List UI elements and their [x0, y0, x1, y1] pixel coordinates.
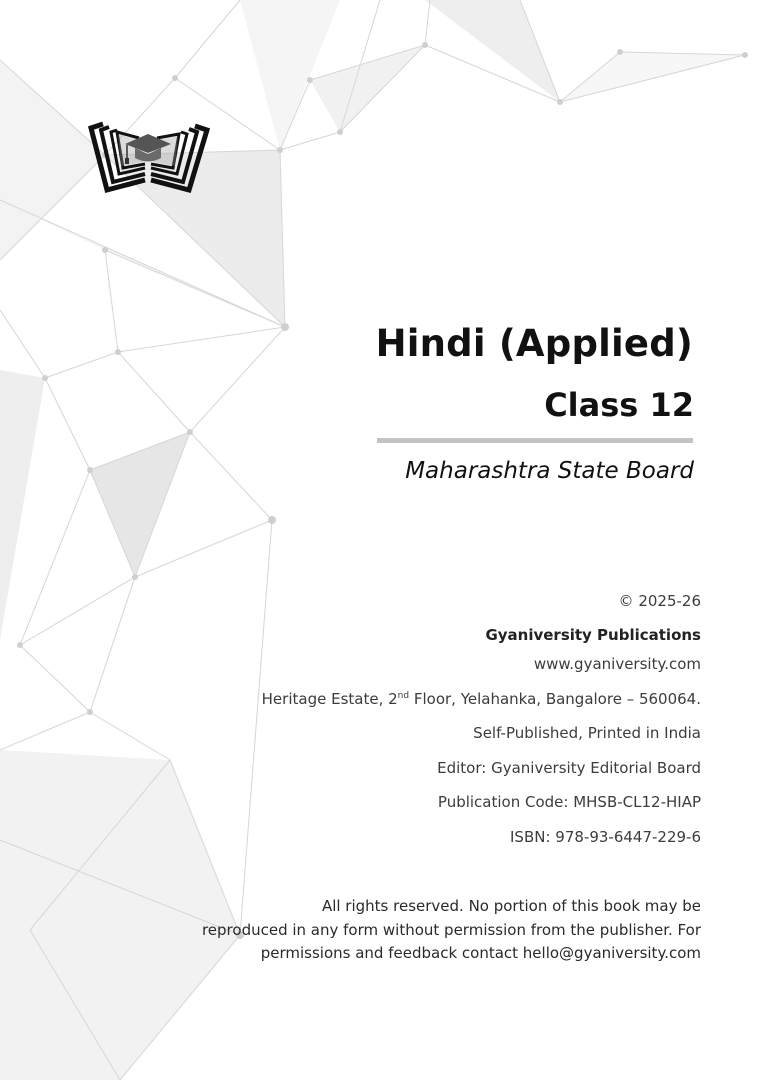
board-name: Maharashtra State Board	[405, 458, 694, 484]
website-link[interactable]: www.gyaniversity.com	[533, 655, 701, 673]
printed-line: Self-Published, Printed in India	[473, 724, 701, 742]
rights-line-1: All rights reserved. No portion of this book may be	[321, 897, 701, 915]
address-prefix: Heritage Estate, 2	[261, 690, 398, 708]
title-divider	[377, 438, 693, 443]
rights-line-2: reproduced in any form without permission from the publisher. For	[201, 920, 701, 939]
isbn-line: ISBN: 978-93-6447-229-6	[510, 828, 701, 846]
address-superscript: nd	[397, 691, 410, 701]
publication-code: Publication Code: MHSB-CL12-HIAP	[437, 793, 701, 811]
rights-line-3: permissions and feedback contact hello@gyaniversity.com	[260, 944, 701, 962]
class-label: Class 12	[544, 386, 694, 424]
editor-line: Editor: Gyaniversity Editorial Board	[437, 759, 701, 777]
book-title: Hindi (Applied)	[375, 322, 693, 365]
publisher-name: Gyaniversity Publications	[485, 626, 701, 644]
rights-notice	[202, 895, 701, 966]
address-line	[262, 690, 701, 708]
address-suffix: Floor, Yelahanka, Bangalore – 560064.	[409, 690, 701, 708]
open-book-graduation-cap-icon	[85, 100, 215, 200]
copyright-line: © 2025-26	[618, 592, 701, 610]
